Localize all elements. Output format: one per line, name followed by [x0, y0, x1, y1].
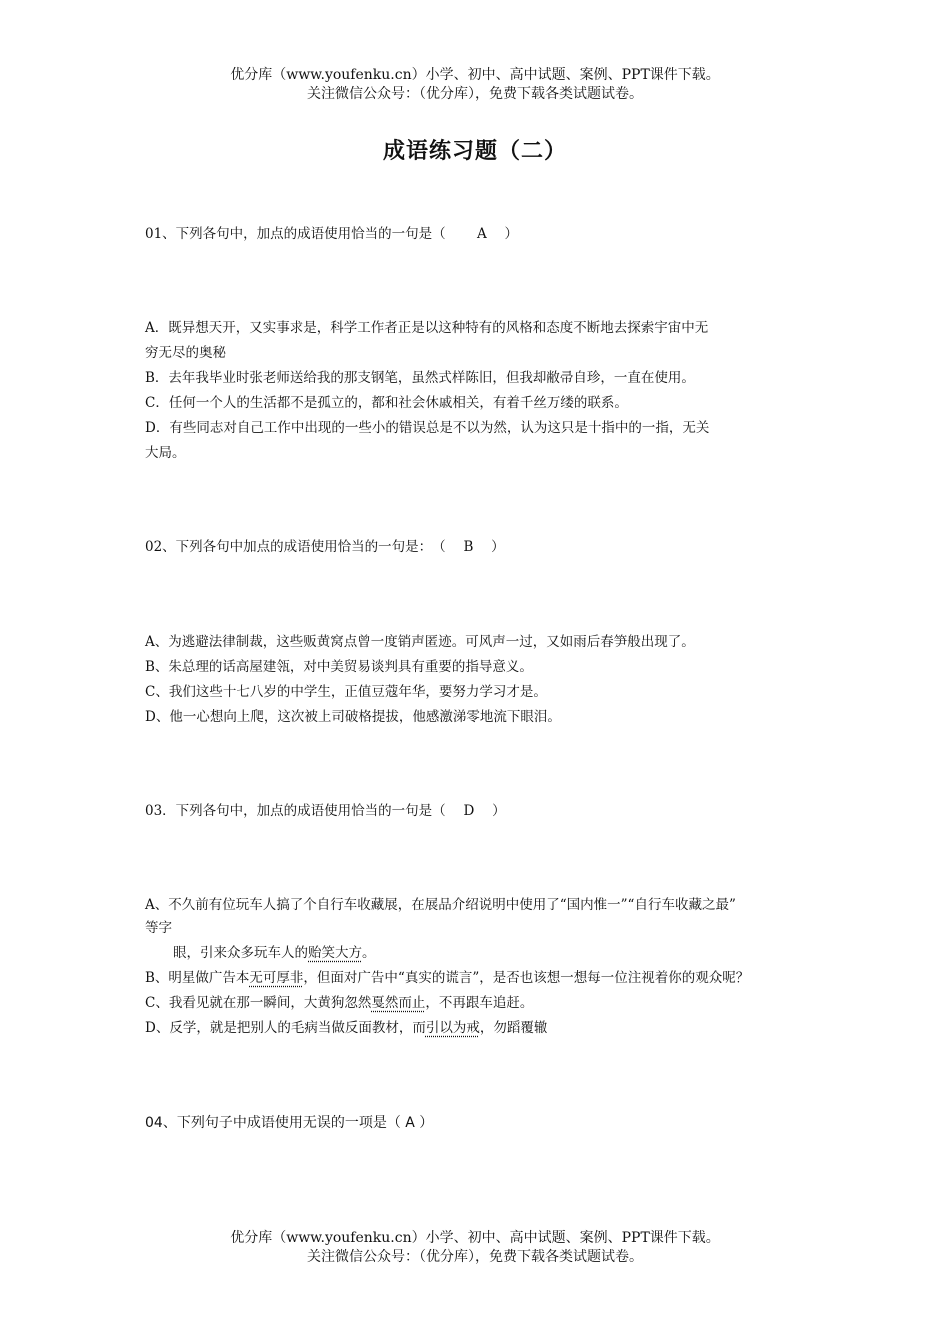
q3-stem: 03．下列各句中，加点的成语使用恰当的一句是（ D ）: [145, 803, 506, 819]
q3-a-text-post: 。: [362, 945, 376, 961]
page-title: 成语练习题（二）: [382, 139, 567, 164]
q3-d-idiom: 引以为戒: [425, 1020, 480, 1036]
q1-option-d-line1: D．有些同志对自己工作中出现的一些小的错误总是不以为然，认为这只是十指中的一指，无关: [145, 420, 710, 436]
q3-option-a-line1: A、不久前有位玩车人搞了个自行车收藏展，在展品介绍说明中使用了“国内惟一”“自行车收藏之最”: [145, 897, 736, 913]
q3-a-text-pre: 眼，引来众多玩车人的: [173, 945, 308, 961]
q2-option-d: D、他一心想向上爬，这次被上司破格提拔，他感激涕零地流下眼泪。: [145, 709, 561, 725]
q3-b-text-pre: B、明星做广告本: [145, 970, 250, 986]
q3-c-text-pre: C、我看见就在那一瞬间，大黄狗忽然: [145, 995, 372, 1011]
q3-b-text-post: ，但面对广告中“真实的谎言”，是否也该想一想每一位注视着你的观众呢？: [303, 970, 750, 986]
q2-option-c: C、我们这些十七八岁的中学生，正值豆蔻年华，要努力学习才是。: [145, 684, 547, 700]
q3-option-d: [145, 1016, 815, 1041]
q1-option-d-line2: 大局。: [145, 445, 186, 461]
q1-option-c: C．任何一个人的生活都不是孤立的，都和社会休戚相关，有着千丝万缕的联系。: [145, 395, 628, 411]
page-footer: [0, 1229, 950, 1267]
q3-a-idiom: 贻笑大方: [308, 945, 362, 961]
q2-stem: 02、下列各句中加点的成语使用恰当的一句是： （ B ）: [145, 539, 505, 555]
q3-c-idiom: 戛然而止: [371, 995, 426, 1011]
q3-d-text-post: ，勿蹈覆辙: [479, 1020, 548, 1036]
header-line-2: 关注微信公众号：（优分库），免费下载各类试题试卷。: [307, 86, 643, 102]
footer-line-1: 优分库（www.youfenku.cn）小学、初中、高中试题、案例、PPT课件下载。: [230, 1230, 720, 1246]
q3-c-text-post: ，不再跟车追赶。: [425, 995, 534, 1011]
header-line-1: 优分库（www.youfenku.cn）小学、初中、高中试题、案例、PPT课件下载。: [230, 67, 720, 83]
q2-option-a: A、为逃避法律制裁，这些贩黄窝点曾一度销声匿迹。可风声一过，又如雨后春笋般出现了。: [145, 634, 695, 650]
q4-stem: 04、下列句子中成语使用无误的一项是（ A ）: [145, 1115, 434, 1131]
footer-line-2: 关注微信公众号：（优分库），免费下载各类试题试卷。: [307, 1249, 643, 1265]
q1-stem: 01、下列各句中，加点的成语使用恰当的一句是（ A ）: [145, 226, 519, 242]
q1-option-a-line1: A．既异想天开，又实事求是，科学工作者正是以这种特有的风格和态度不断地去探索宇宙中无: [145, 320, 709, 336]
q1-option-b: B．去年我毕业时张老师送给我的那支钢笔，虽然式样陈旧，但我却敝帚自珍，一直在使用。: [145, 370, 695, 386]
q3-option-b: [145, 966, 815, 991]
q3-option-c: [145, 991, 815, 1016]
q3-d-text-pre: D、反学，就是把别人的毛病当做反面教材，而: [145, 1020, 426, 1036]
q3-b-idiom: 无可厚非: [249, 970, 304, 986]
q3-option-a-line2: 等字: [145, 920, 172, 936]
page-header: [0, 66, 950, 104]
q1-option-a-line2: 穷无尽的奥秘: [145, 345, 226, 361]
q3-option-a-line3: [173, 941, 843, 966]
q2-option-b: B、朱总理的话高屋建瓴，对中美贸易谈判具有重要的指导意义。: [145, 659, 533, 675]
